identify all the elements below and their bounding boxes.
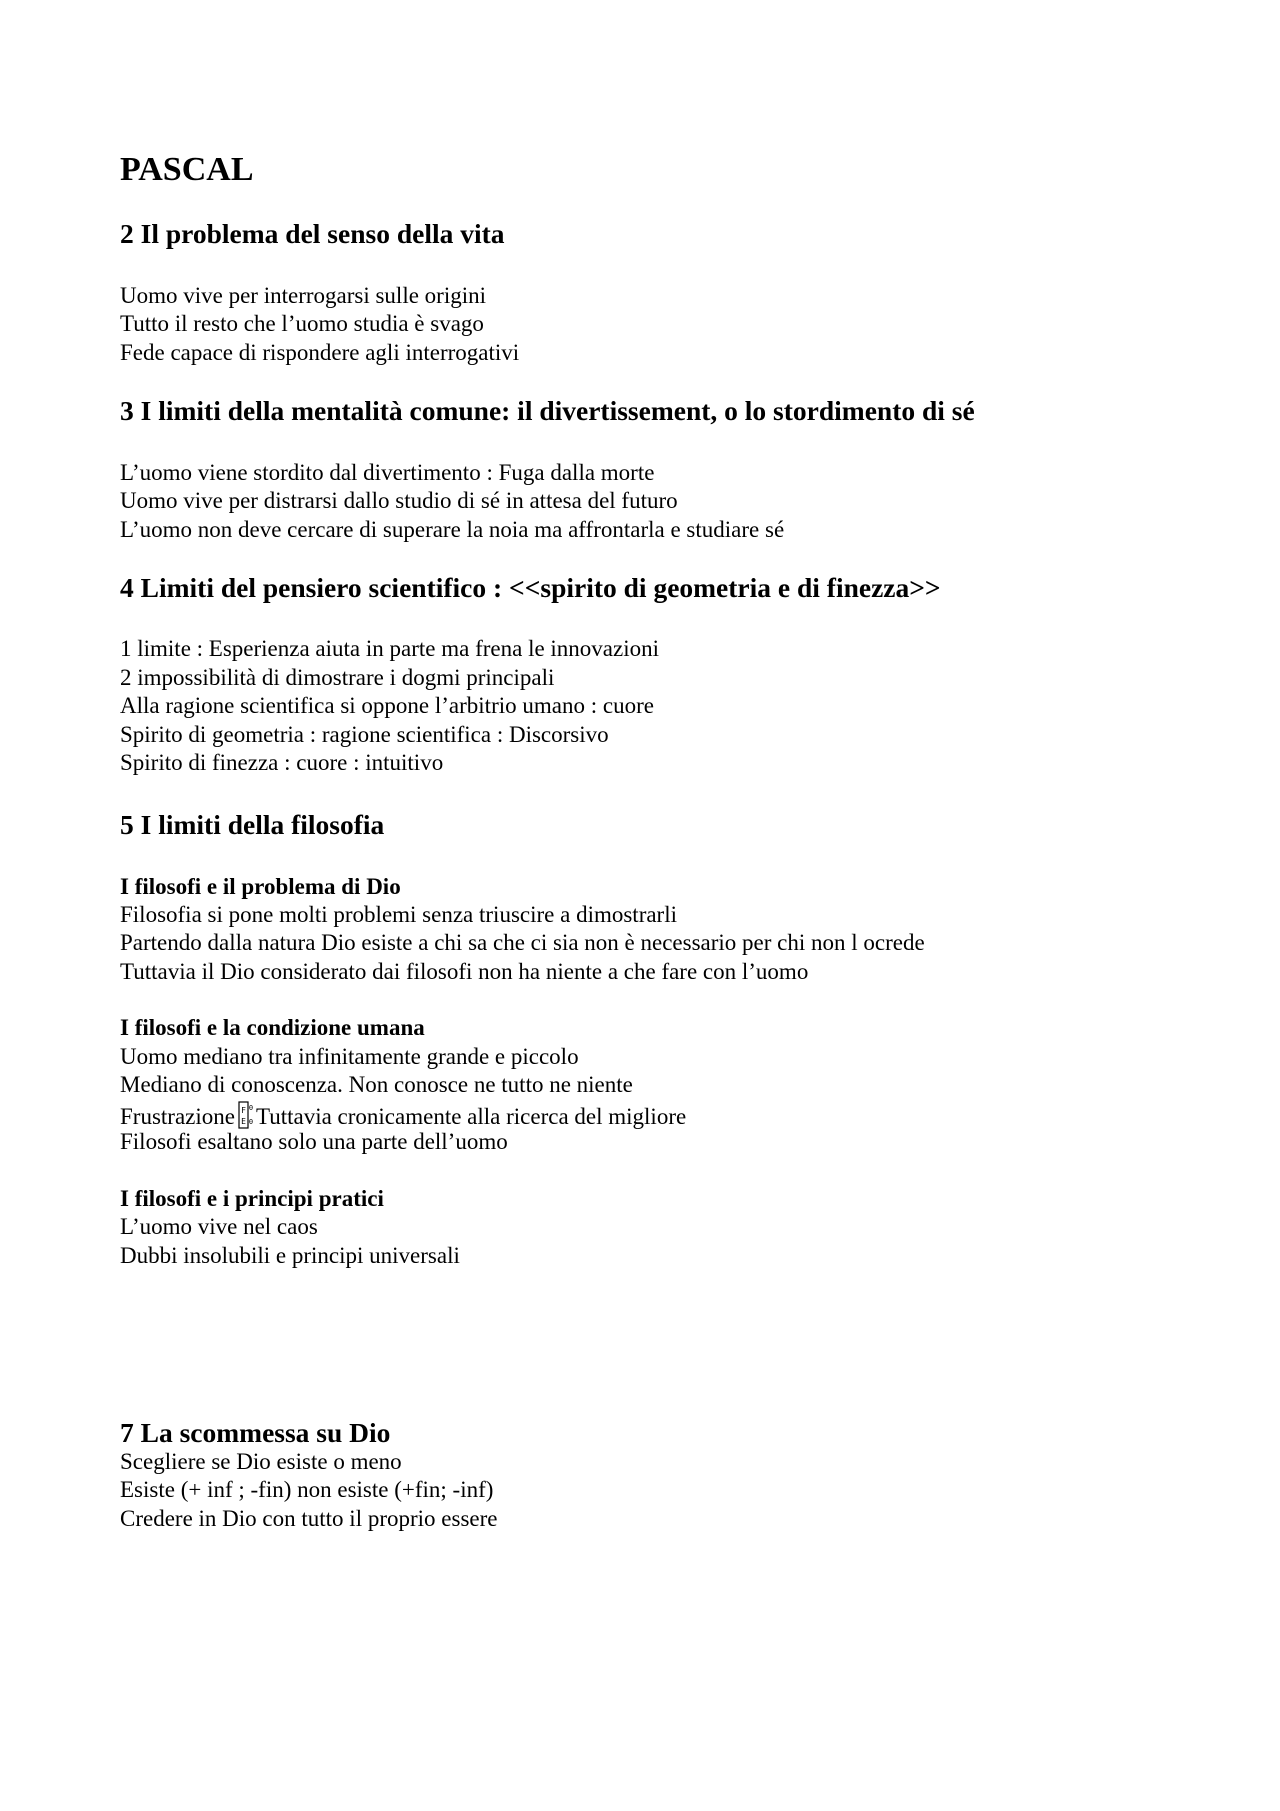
subsection-line: Uomo mediano tra infinitamente grande e piccolo bbox=[120, 1044, 579, 1069]
subsection-line: Tuttavia il Dio considerato dai filosofi non ha niente a che fare con l’uomo bbox=[120, 959, 809, 984]
section-4-line: 1 limite : Esperienza aiuta in parte ma frena le innovazioni bbox=[120, 636, 660, 661]
section-2-heading: 2 Il problema del senso della vita bbox=[120, 218, 505, 249]
section-3-line: L’uomo viene stordito dal divertimento : Fuga dalla morte bbox=[120, 460, 655, 485]
subsection-line: L’uomo vive nel caos bbox=[120, 1214, 318, 1239]
subsection-line: Mediano di conoscenza. Non conosce ne tutto ne niente bbox=[120, 1072, 633, 1097]
section-7-line: Credere in Dio con tutto il proprio essere bbox=[120, 1506, 498, 1531]
section-7-heading: 7 La scommessa su Dio bbox=[120, 1417, 391, 1448]
section-4-line: Spirito di geometria : ragione scientifica : Discorsivo bbox=[120, 722, 609, 747]
subsection-line: Filosofia si pone molti problemi senza triuscire a dimostrarli bbox=[120, 902, 677, 927]
section-5-heading: 5 I limiti della filosofia bbox=[120, 809, 385, 840]
section-4-line: Alla ragione scientifica si oppone l’arbitrio umano : cuore bbox=[120, 693, 654, 718]
subsection-line: Dubbi insolubili e principi universali bbox=[120, 1243, 460, 1268]
section-3-line: L’uomo non deve cercare di superare la noia ma affrontarla e studiare sé bbox=[120, 517, 785, 542]
svg-text:0: 0 bbox=[248, 1104, 254, 1112]
svg-text:0: 0 bbox=[248, 1118, 254, 1126]
section-4-line: Spirito di finezza : cuore : intuitivo bbox=[120, 750, 444, 775]
subsection-heading: I filosofi e la condizione umana bbox=[120, 1015, 425, 1040]
section-7-line: Scegliere se Dio esiste o meno bbox=[120, 1449, 402, 1474]
section-4-heading: 4 Limiti del pensiero scientifico : <<spirito di geometria e di finezza>> bbox=[120, 572, 941, 603]
frustration-text: Frustrazione bbox=[120, 1104, 235, 1129]
section-2-line: Uomo vive per interrogarsi sulle origini bbox=[120, 283, 487, 308]
section-3-line: Uomo vive per distrarsi dallo studio di sé in attesa del futuro bbox=[120, 488, 678, 513]
subsection-line bbox=[120, 1100, 686, 1131]
subsection-line: Filosofi esaltano solo una parte dell’uomo bbox=[120, 1129, 508, 1154]
section-4-line: 2 impossibilità di dimostrare i dogmi principali bbox=[120, 665, 555, 690]
section-3-heading: 3 I limiti della mentalità comune: il divertissement, o lo stordimento di sé bbox=[120, 395, 975, 426]
frustration-continuation: Tuttavia cronicamente alla ricerca del migliore bbox=[255, 1104, 687, 1129]
section-2-line: Tutto il resto che l’uomo studia è svago bbox=[120, 311, 484, 336]
svg-text:E: E bbox=[241, 1117, 246, 1126]
document-title: PASCAL bbox=[120, 151, 254, 188]
subsection-heading: I filosofi e i principi pratici bbox=[120, 1186, 384, 1211]
section-2-line: Fede capace di rispondere agli interrogativi bbox=[120, 340, 520, 365]
subsection-heading: I filosofi e il problema di Dio bbox=[120, 874, 401, 899]
subsection-line: Partendo dalla natura Dio esiste a chi sa che ci sia non è necessario per chi non l ocrede bbox=[120, 930, 925, 955]
missing-glyph-icon bbox=[238, 1100, 254, 1130]
svg-text:F: F bbox=[241, 1106, 246, 1115]
section-7-line: Esiste (+ inf ; -fin) non esiste (+fin; -inf) bbox=[120, 1477, 494, 1502]
